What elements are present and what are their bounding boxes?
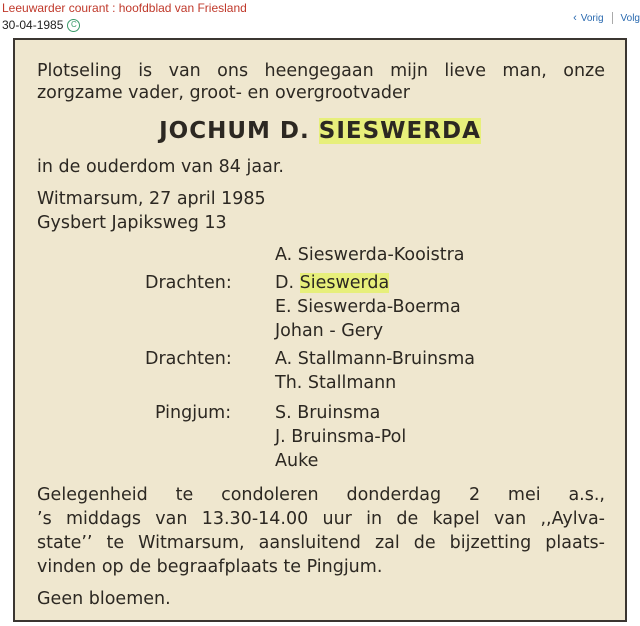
family-member: Th. Stallmann [275,373,397,393]
newspaper-source-link[interactable]: Leeuwarder courant : hoofdblad van Friesland [2,1,247,15]
intro-line-1: Plotseling is van ons heengegaan mijn lieve man, onze [37,61,605,81]
pager [565,12,640,24]
family-member: J. Bruinsma-Pol [275,427,407,447]
publication-date: 30-04-1985 [2,18,64,32]
family-place-label: Drachten: [145,349,232,369]
family-surname-highlight: Sieswerda [299,273,390,293]
address-line: Gysbert Japiksweg 13 [37,213,227,233]
previous-button[interactable] [565,13,611,24]
age-line: in de ouderdom van 84 jaar. [37,157,284,177]
intro-line-2: zorgzame vader, groot- en overgrootvader [37,83,411,103]
family-place-label: Pingjum: [155,403,232,423]
deceased-name [15,118,625,144]
copyright-icon[interactable]: C [67,19,80,32]
family-member: A. Sieswerda-Kooistra [275,245,465,265]
next-label: Volg [620,12,640,24]
condolence-line-3: state’’ te Witmarsum, aansluitend zal de bijzetting plaats- [37,533,605,553]
place-date-line: Witmarsum, 27 april 1985 [37,189,266,209]
family-member: A. Stallmann-Bruinsma [275,349,475,369]
family-member: Johan - Gery [275,321,384,341]
family-member: S. Bruinsma [275,403,381,423]
family-member-initial: D. [275,273,300,293]
condolence-line-2: ’s middags van 13.30-14.00 uur in de kapel van ,,Aylva- [37,509,605,529]
newspaper-clipping [13,38,627,622]
chevron-left-icon: ‹ [573,11,577,24]
family-place-label: Drachten: [145,273,232,293]
previous-label: Vorig [580,12,604,24]
deceased-first-name: JOCHUM D. [159,118,310,144]
viewer-header [0,0,640,38]
publication-date-row [2,18,80,32]
family-member: E. Sieswerda-Boerma [275,297,461,317]
condolence-line-1: Gelegenheid te condoleren donderdag 2 mei a.s., [37,485,605,505]
closing-line: Geen bloemen. [37,589,171,609]
family-member [275,272,389,294]
next-button[interactable] [613,13,640,24]
condolence-line-4: vinden op de begraafplaats te Pingjum. [37,557,383,577]
family-member: Auke [275,451,319,471]
deceased-surname-highlight: SIESWERDA [318,118,481,144]
